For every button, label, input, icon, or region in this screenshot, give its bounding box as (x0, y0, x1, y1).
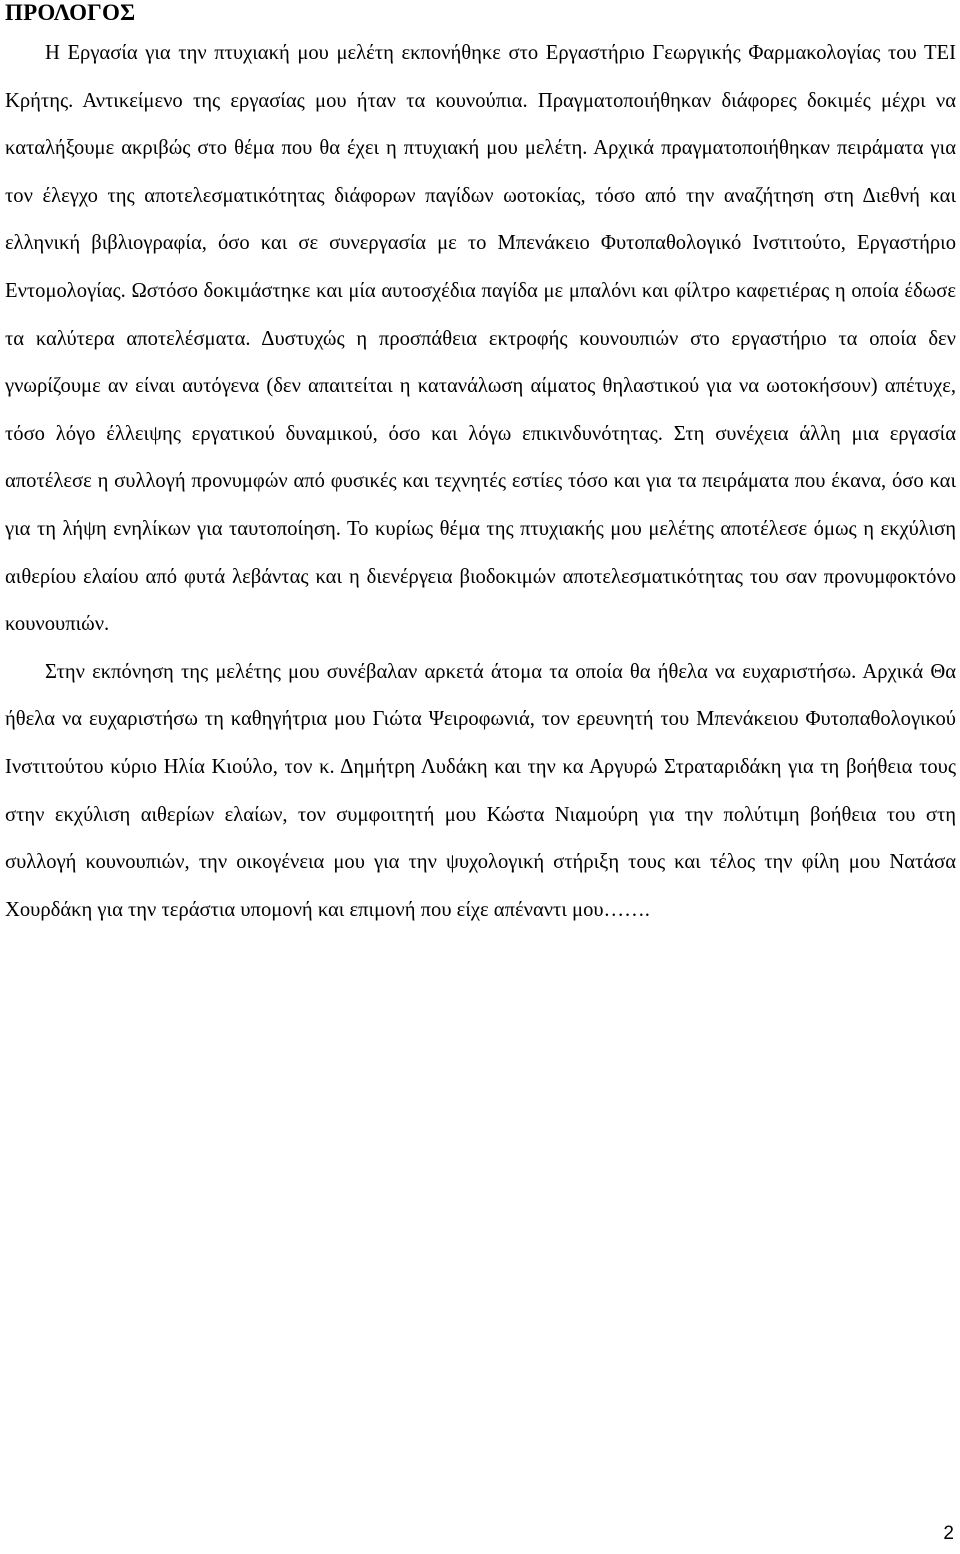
paragraph-introduction: Η Εργασία για την πτυχιακή μου μελέτη εκπονήθηκε στο Εργαστήριο Γεωργικής Φαρμακολογίας του ΤΕΙ Κρήτης. Αντικείμενο της εργασίας μου ήταν τα κουνούπια. Πραγματοποιήθηκαν διάφορες δοκιμές μέχρι να καταλήξουμε ακριβώς στο θέμα που θα έχει η πτυχιακή μου μελέτη. Αρχικά πραγματοποιήθηκαν πειράματα για τον έλεγχο της αποτελεσματικότητας διάφορων παγίδων ωοτοκίας, τόσο από την αναζήτηση στη Διεθνή και ελληνική βιβλιογραφία, όσο και σε συνεργασία με το Μπενάκειο Φυτοπαθολογικό Ινστιτούτο, Εργαστήριο Εντομολογίας. Ωστόσο δοκιμάστηκε και μία αυτοσχέδια παγίδα με μπαλόνι και φίλτρο καφετιέρας η οποία έδωσε τα καλύτερα αποτελέσματα. Δυστυχώς η προσπάθεια εκτροφής κουνουπιών στο εργαστήριο τα οποία δεν γνωρίζουμε αν είναι αυτόγενα (δεν απαιτείται η κατανάλωση αίματος θηλαστικού για να ωοτοκήσουν) απέτυχε, τόσο λόγο έλλειψης εργατικού δυναμικού, όσο και λόγω επικινδυνότητας. Στη συνέχεια άλλη μια εργασία αποτέλεσε η συλλογή προνυμφών από φυσικές και τεχνητές εστίες τόσο και για τα πειράματα που έκανα, όσο και για τη λήψη ενηλίκων για ταυτοποίηση. Το κυρίως θέμα της πτυχιακής μου μελέτης αποτέλεσε όμως η εκχύλιση αιθερίου ελαίου από φυτά λεβάντας και η διενέργεια βιοδοκιμών αποτελεσματικότητας του σαν προνυμφοκτόνο κουνουπιών. (5, 42, 956, 636)
page-heading: ΠΡΟΛΟΓΟΣ (5, 0, 136, 25)
page-number: 2 (943, 1523, 954, 1544)
paragraph-acknowledgements: Στην εκπόνηση της μελέτης μου συνέβαλαν αρκετά άτομα τα οποία θα ήθελα να ευχαριστήσω. Αρχικά Θα ήθελα να ευχαριστήσω τη καθηγήτρια μου Γιώτα Ψειροφωνιά, τον ερευνητή του Μπενάκειου Φυτοπαθολογικού Ινστιτούτου κύριο Ηλία Κιούλο, τον κ. Δημήτρη Λυδάκη και την κα Αργυρώ Στραταριδάκη για τη βοήθεια τους στην εκχύλιση αιθερίων ελαίων, τον συμφοιτητή μου Κώστα Νιαμούρη για την πολύτιμη βοήθεια του στη συλλογή κουνουπιών, την οικογένεια μου για την ψυχολογική στήριξη τους και τέλος την φίλη μου Νατάσα Χουρδάκη για την τεράστια υπομονή και επιμονή που είχε απέναντι μου……. (5, 660, 956, 921)
